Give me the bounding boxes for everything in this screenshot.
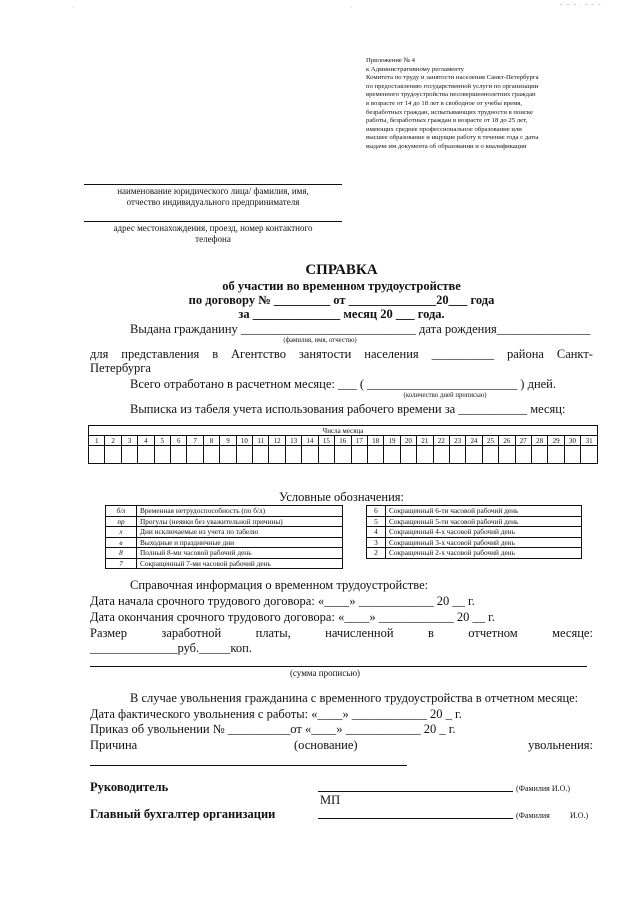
worked-days-caption: (количество дней прописью) <box>403 392 487 399</box>
annex-line: имеющих среднее профессиональное образование или <box>366 125 522 133</box>
stamp-label: МП <box>320 793 341 807</box>
day-value-cell[interactable] <box>121 446 137 464</box>
day-value-cell[interactable] <box>285 446 301 464</box>
day-number-cell: 16 <box>335 436 351 446</box>
day-value-cell[interactable] <box>318 446 334 464</box>
day-value-cell[interactable] <box>564 446 580 464</box>
dismissal-title: В случае увольнения гражданина с временного трудоустройства в отчетном месяце: <box>130 691 579 705</box>
day-value-cell[interactable] <box>187 446 203 464</box>
day-number-cell: 14 <box>302 436 318 446</box>
day-number-cell: 15 <box>318 436 334 446</box>
day-number-cell: 2 <box>105 436 121 446</box>
annex-line: по предоставлению государственной услуги по организации <box>366 82 539 90</box>
day-number-cell: 5 <box>154 436 170 446</box>
accountant-caption-2: И.О.) <box>570 811 589 820</box>
doc-subtitle: об участии во временном трудоустройстве <box>222 279 461 293</box>
day-value-cell[interactable] <box>581 446 598 464</box>
day-number-cell: 28 <box>531 436 547 446</box>
day-value-cell[interactable] <box>171 446 187 464</box>
legend-row: 3 Сокращенный 3-х часовой рабочий день <box>367 537 582 548</box>
day-number-cell: 19 <box>384 436 400 446</box>
legend-left-table <box>105 505 343 569</box>
period-line: за ______________ месяц 20 ___ года. <box>238 307 445 321</box>
accountant-signature-line <box>318 818 513 819</box>
day-number-cell: 30 <box>564 436 580 446</box>
timesheet-table <box>88 425 598 464</box>
contract-start-line: Дата начала срочного трудового договора: «____» ____________ 20 __ г. <box>90 594 475 608</box>
corner-mark: – – – . – – – <box>560 2 602 8</box>
day-number-cell: 6 <box>171 436 187 446</box>
employer-address-caption: адрес местонахождения, проезд, номер контактного телефона <box>113 223 313 244</box>
day-value-cell[interactable] <box>466 446 482 464</box>
fio-caption: (фамилия, имя, отчество) <box>283 337 357 344</box>
employer-name-line <box>84 184 342 185</box>
day-number-cell: 17 <box>351 436 367 446</box>
day-value-cell[interactable] <box>449 446 465 464</box>
corner-dot: · <box>72 4 75 12</box>
annex-line: безработных граждан, испытывающих трудности в поиске <box>366 108 533 116</box>
employer-address-line <box>84 221 342 222</box>
annex-line: к Административному регламенту <box>366 65 464 73</box>
day-number-cell: 12 <box>269 436 285 446</box>
presentation-line: для представления в Агентство занятости населения __________ района Санкт- <box>90 347 593 361</box>
annex-line: в возрасте от 14 до 18 лет в свободное от учебы время, <box>366 99 523 107</box>
head-label: Руководитель <box>90 780 169 794</box>
day-value-cell[interactable] <box>400 446 416 464</box>
day-number-cell: 9 <box>220 436 236 446</box>
day-value-cell[interactable] <box>253 446 269 464</box>
day-value-cell[interactable] <box>302 446 318 464</box>
dismissal-order-line: Приказ об увольнении № __________от «____» ____________ 20 _ г. <box>90 722 456 736</box>
legend-row: 2 Сокращенный 2-х часовой рабочий день <box>367 548 582 559</box>
legend-right-table <box>366 505 582 559</box>
day-number-cell: 11 <box>253 436 269 446</box>
presentation-line-2: Петербурга <box>90 361 151 375</box>
day-number-cell: 26 <box>499 436 515 446</box>
legend-row: 5 Сокращенный 5-ти часовой рабочий день <box>367 516 582 527</box>
salary-line-2: ______________руб._____коп. <box>90 641 252 655</box>
day-number-cell: 22 <box>433 436 449 446</box>
day-number-cell: 24 <box>466 436 482 446</box>
doc-title: СПРАВКА <box>305 262 378 278</box>
legend-title: Условные обозначения: <box>278 490 405 504</box>
day-number-cell: 27 <box>515 436 531 446</box>
day-value-cell[interactable] <box>335 446 351 464</box>
day-value-cell[interactable] <box>433 446 449 464</box>
day-value-cell[interactable] <box>499 446 515 464</box>
legend-row: б/л Временная нетрудоспособность (по б/л) <box>106 506 343 517</box>
day-value-cell[interactable] <box>154 446 170 464</box>
employer-name-caption: наименование юридического лица/ фамилия, имя, отчество индивидуального предпринимателя <box>117 186 309 207</box>
day-number-cell: 4 <box>138 436 154 446</box>
day-value-cell[interactable] <box>482 446 498 464</box>
annex-line: работы, безработных граждан в возрасте от 18 до 25 лет, <box>366 117 528 125</box>
legend-row: 4 Сокращенный 4-х часовой рабочий день <box>367 527 582 538</box>
annex-line: Комитета по труду и занятости населения Санкт-Петербурга <box>366 74 539 82</box>
day-number-cell: 7 <box>187 436 203 446</box>
day-number-cell: 18 <box>367 436 383 446</box>
worked-days-line: Всего отработано в расчетном месяце: ___ ( ________________________ ) дней. <box>130 377 556 391</box>
day-number-cell: 25 <box>482 436 498 446</box>
contract-end-line: Дата окончания срочного трудового договора: «____» ____________ 20 __ г. <box>90 610 495 624</box>
salary-words-line <box>90 666 587 667</box>
day-value-cell[interactable] <box>548 446 564 464</box>
day-value-cell[interactable] <box>367 446 383 464</box>
accountant-label: Главный бухгалтер организации <box>90 807 276 821</box>
day-value-cell[interactable] <box>417 446 433 464</box>
day-value-cell[interactable] <box>220 446 236 464</box>
timesheet-line: Выписка из табеля учета использования рабочего времени за ___________ месяц: <box>130 402 566 416</box>
day-number-cell: 10 <box>236 436 252 446</box>
day-value-cell[interactable] <box>515 446 531 464</box>
legend-row: 8 Полный 8-ми часовой рабочий день <box>106 548 343 559</box>
day-value-cell[interactable] <box>531 446 547 464</box>
salary-line: Размер заработной платы, начисленной в отчетном месяце: <box>90 626 593 640</box>
day-value-cell[interactable] <box>138 446 154 464</box>
day-number-cell: 31 <box>581 436 598 446</box>
dismissal-date-line: Дата фактического увольнения с работы: «____» ____________ 20 _ г. <box>90 707 462 721</box>
day-number-cell: 3 <box>121 436 137 446</box>
reference-title: Справочная информация о временном трудоустройстве: <box>130 578 429 592</box>
day-number-cell: 8 <box>203 436 219 446</box>
day-value-cell[interactable] <box>236 446 252 464</box>
day-value-cell[interactable] <box>105 446 121 464</box>
legend-row: х Дни исключаемые из учета по табелю <box>106 527 343 538</box>
day-number-cell: 23 <box>449 436 465 446</box>
contract-line: по договору № _________ от ______________20___ года <box>188 293 495 307</box>
reason-line <box>90 765 407 766</box>
dismissal-reason-line: Причина (основание) увольнения: <box>90 738 593 752</box>
day-value-cell[interactable] <box>384 446 400 464</box>
head-signature-line <box>318 791 513 792</box>
day-number-cell: 1 <box>89 436 105 446</box>
day-number-cell: 21 <box>417 436 433 446</box>
accountant-caption-1: (Фамилия <box>516 811 550 820</box>
legend-row: 6 Сокращенный 6-ти часовой рабочий день <box>367 506 582 517</box>
annex-line: высшее образование и ищущие работу в течение года с даты <box>366 134 539 142</box>
day-value-cell[interactable] <box>203 446 219 464</box>
issued-to-line: Выдана гражданину ____________________________ дата рождения_______________ <box>130 322 591 336</box>
annex-block <box>366 57 596 152</box>
day-number-cell: 29 <box>548 436 564 446</box>
corner-dot: · <box>350 4 353 12</box>
sum-caption: (сумма прописью) <box>289 668 361 678</box>
annex-line: временного трудоустройства несовершеннолетних граждан <box>366 91 536 99</box>
day-number-cell: 13 <box>285 436 301 446</box>
legend-row: пр Прогулы (неявки без уважительной причины) <box>106 516 343 527</box>
day-value-cell[interactable] <box>89 446 105 464</box>
legend-row: в Выходные и праздничные дни <box>106 537 343 548</box>
annex-line: выдачи им документа об образовании и о квалификации <box>366 142 527 150</box>
day-value-cell[interactable] <box>351 446 367 464</box>
head-caption: (Фамилия И.О.) <box>516 784 571 793</box>
day-value-cell[interactable] <box>269 446 285 464</box>
day-number-cell: 20 <box>400 436 416 446</box>
legend-row: 7 Сокращенный 7-ми часовой рабочий день <box>106 558 343 569</box>
annex-line: Приложение № 4 <box>366 57 415 64</box>
month-numbers-label: Числа месяца <box>89 426 598 436</box>
